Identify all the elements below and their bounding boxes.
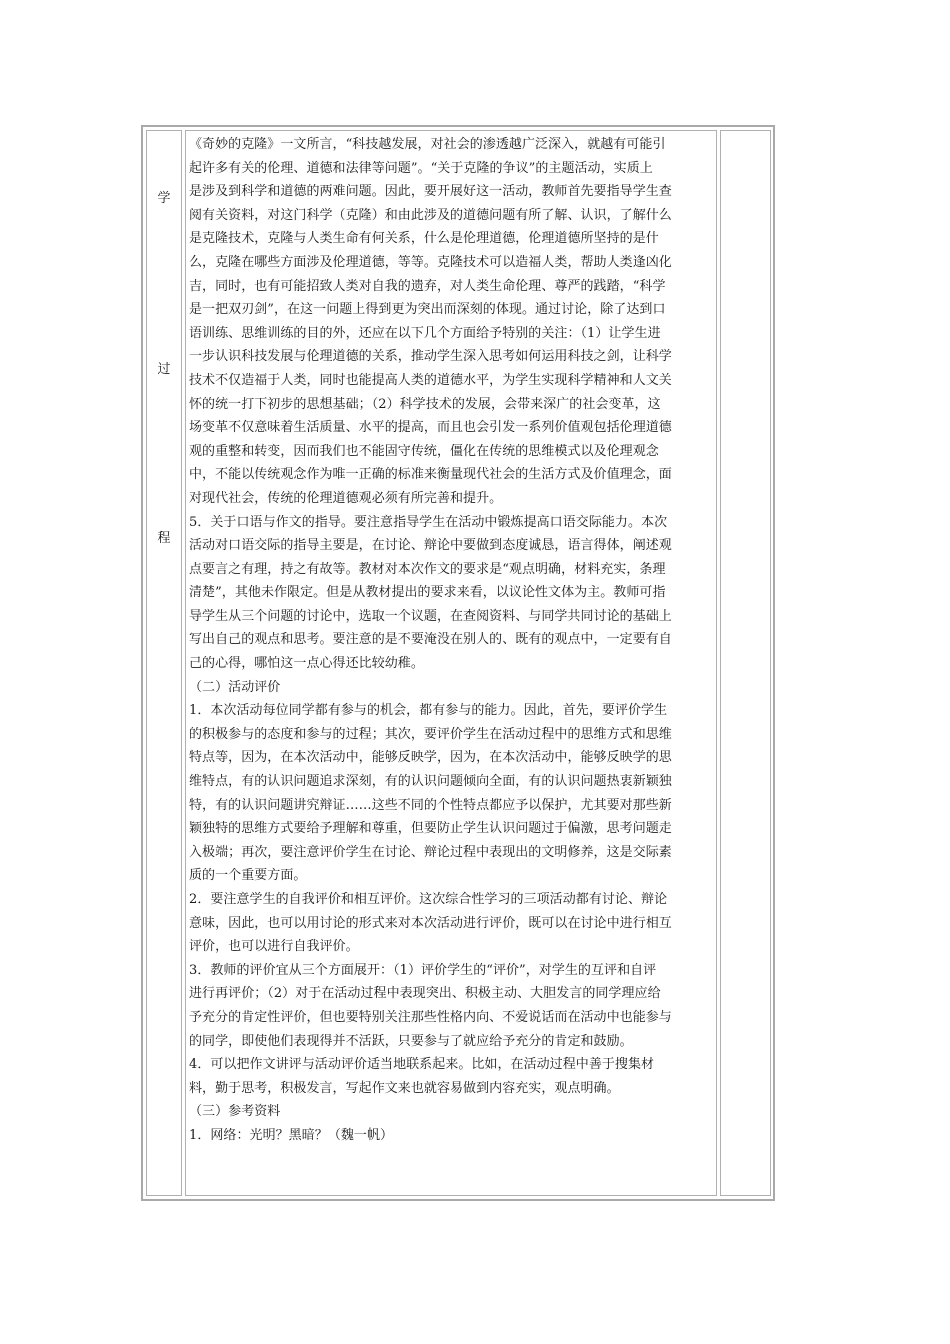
text-line: 点要言之有理，持之有故等。教材对本次作文的要求是“观点明确，材料充实，条理 (189, 561, 666, 577)
text-line: 特点等，因为，在本次活动中，能够反映学，因为，在本次活动中，能够反映学的思 (189, 750, 672, 766)
text-line: 是一把双刃剑”，在这一问题上得到更为突出而深刻的体现。通过讨论，除了达到口 (189, 302, 666, 318)
text-line: 阅有关资料，对这门科学（克隆）和由此涉及的道德问题有所了解、认识，了解什么 (189, 207, 672, 223)
text-line: 1．本次活动每位同学都有参与的机会，都有参与的能力。因此，首先，要评价学生 (189, 703, 668, 719)
text-line: 质的一个重要方面。 (189, 868, 307, 884)
text-line: 是涉及到科学和道德的两难问题。因此，要开展好这一活动，教师首先要指导学生查 (189, 184, 672, 200)
text-line: 3．教师的评价宜从三个方面展开：（1）评价学生的“评价”，对学生的互评和自评 (189, 962, 657, 978)
text-line: 的积极参与的态度和参与的过程；其次，要评价学生在活动过程中的思维方式和思维 (189, 726, 672, 742)
notes-column (720, 130, 771, 1196)
text-line: 1．网络：光明？黑暗？（魏一帆） (189, 1127, 394, 1143)
side-label-char: 学 (157, 191, 171, 206)
text-line: 场变革不仅意味着生活质量、水平的提高，而且也会引发一系列价值观包括伦理道德 (189, 420, 672, 436)
text-line: 么，克隆在哪些方面涉及伦理道德，等等。克隆技术可以造福人类，帮助人类逢凶化 (189, 254, 672, 270)
text-line: 颖独特的思维方式要给予理解和尊重，但要防止学生认识问题过于偏激，思考问题走 (189, 821, 672, 837)
text-line: 一步认识科技发展与伦理道德的关系，推动学生深入思考如何运用科技之剑，让科学 (189, 349, 672, 365)
side-label-char: 程 (157, 531, 171, 546)
text-line: 起许多有关的伦理、道德和法律等问题”。“关于克隆的争议”的主题活动，实质上 (189, 160, 653, 176)
text-line: （二）活动评价 (189, 679, 281, 695)
text-line: 观的重整和转变，因而我们也不能固守传统，僵化在传统的思维模式以及伦理观念 (189, 443, 659, 459)
text-line: 5．关于口语与作文的指导。要注意指导学生在活动中锻炼提高口语交际能力。本次 (189, 514, 668, 530)
text-line: 料，勤于思考，积极发言，写起作文来也就容易做到内容充实，观点明确。 (189, 1080, 620, 1096)
text-line: 的同学，即使他们表现得并不活跃，只要参与了就应给予充分的肯定和鼓励。 (189, 1033, 633, 1049)
lesson-plan-table (141, 125, 775, 1201)
text-line: 技术不仅造福于人类，同时也能提高人类的道德水平，为学生实现科学精神和人文关 (189, 372, 672, 388)
text-line: 予充分的肯定性评价，但也要特别关注那些性格内向、不爱说话而在活动中也能参与 (189, 1009, 672, 1025)
text-line: 是克隆技术，克隆与人类生命有何关系，什么是伦理道德，伦理道德所坚持的是什 (189, 231, 659, 247)
text-line: 进行再评价；（2）对于在活动过程中表现突出、积极主动、大胆发言的同学理应给 (189, 986, 661, 1002)
text-line: 吉，同时，也有可能招致人类对自我的遗弃，对人类生命伦理、尊严的践踏，“科学 (189, 278, 666, 294)
text-line: 维特点，有的认识问题追求深刻，有的认识问题倾向全面，有的认识问题热衷新颖独 (189, 774, 672, 790)
text-line: 语训练、思维训练的目的外，还应在以下几个方面给予特别的关注：（1）让学生进 (189, 325, 661, 341)
text-line: （三）参考资料 (189, 1104, 281, 1120)
text-line: 中，不能以传统观念作为唯一正确的标准来衡量现代社会的生活方式及价值理念，面 (189, 467, 672, 483)
text-line: 怀的统一打下初步的思想基础；（2）科学技术的发展，会带来深广的社会变革，这 (189, 396, 661, 412)
section-label-column (146, 130, 182, 1196)
text-line: 入极端；再次，要注意评价学生在讨论、辩论过程中表现出的文明修养，这是交际素 (189, 844, 672, 860)
text-line: 己的心得，哪怕这一点心得还比较幼稚。 (189, 656, 424, 672)
content-text (189, 133, 714, 1148)
side-label-char: 过 (157, 362, 171, 377)
text-line: 特，有的认识问题讲究辩证……这些不同的个性特点都应予以保护，尤其要对那些新 (189, 797, 672, 813)
text-line: 4．可以把作文讲评与活动评价适当地联系起来。比如，在活动过程中善于搜集材 (189, 1057, 655, 1073)
text-line: 评价，也可以进行自我评价。 (189, 939, 359, 955)
text-line: 清楚”，其他未作限定。但是从教材提出的要求来看，以议论性文体为主。教师可指 (189, 585, 666, 601)
content-column (185, 130, 717, 1196)
text-line: 《奇妙的克隆》一文所言，“科技越发展，对社会的渗透越广泛深入，就越有可能引 (189, 137, 666, 152)
text-line: 意味，因此，也可以用讨论的形式来对本次活动进行评价，既可以在讨论中进行相互 (189, 915, 672, 931)
text-line: 导学生从三个问题的讨论中，选取一个议题，在查阅资料、与同学共同讨论的基础上 (189, 608, 672, 624)
text-line: 对现代社会，传统的伦理道德观必须有所完善和提升。 (189, 490, 503, 506)
text-line: 2．要注意学生的自我评价和相互评价。这次综合性学习的三项活动都有讨论、辩论 (189, 892, 668, 907)
text-line: 活动对口语交际的指导主要是，在讨论、辩论中要做到态度诚恳，语言得体，阐述观 (189, 538, 672, 554)
text-line: 写出自己的观点和思考。要注意的是不要淹没在别人的、既有的观点中，一定要有自 (189, 632, 672, 648)
